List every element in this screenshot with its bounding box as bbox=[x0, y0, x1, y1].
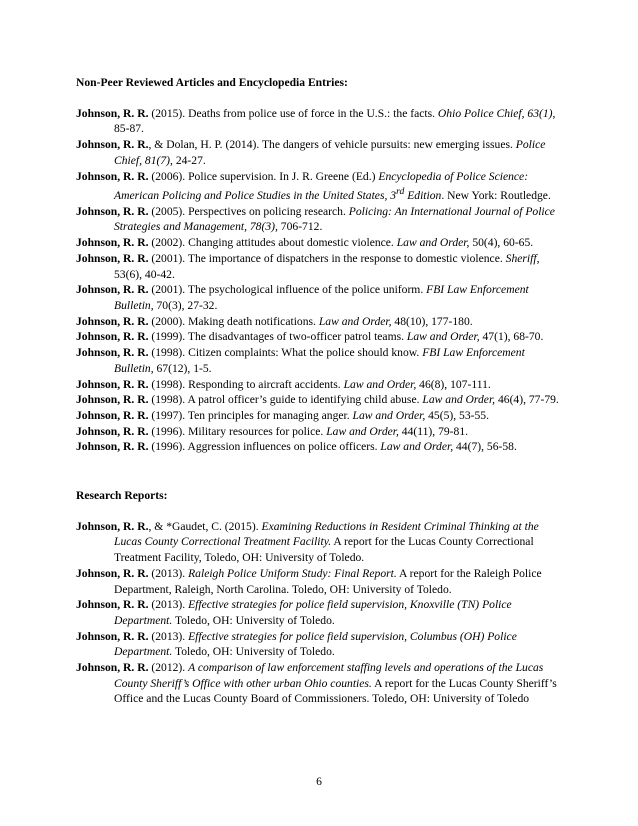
citation-author: Johnson, R. R. bbox=[76, 629, 149, 643]
citation-author: Johnson, R. R. bbox=[76, 169, 149, 183]
section-heading-non-peer-reviewed: Non-Peer Reviewed Articles and Encyclopedia Entries: bbox=[76, 76, 348, 89]
citation-entry bbox=[76, 251, 566, 282]
citation-text: (1998). Responding to aircraft accidents. bbox=[148, 377, 344, 391]
citation-author: Johnson, R. R. bbox=[76, 408, 149, 422]
citation-author: Johnson, R. R. bbox=[76, 661, 149, 675]
citation-text: Toledo, OH: University of Toledo. bbox=[172, 613, 335, 627]
citation-text: 67(12), 1-5. bbox=[153, 361, 212, 375]
citation-italic-text: Sheriff, bbox=[505, 251, 540, 265]
citation-italic-text: Law and Order, bbox=[318, 314, 392, 328]
citation-author: Johnson, R. R. bbox=[76, 204, 149, 218]
citation-italic-text: Law and Order, bbox=[396, 236, 470, 250]
citation-entry bbox=[76, 314, 566, 330]
section-heading-research-reports: Research Reports: bbox=[76, 489, 168, 503]
citation-entry bbox=[76, 106, 566, 137]
citation-text: 47(1), 68-70. bbox=[479, 330, 544, 344]
citation-text: 46(8), 107-111. bbox=[416, 377, 491, 391]
citation-entry bbox=[76, 329, 566, 345]
citation-italic-text: rd bbox=[396, 186, 405, 198]
citation-text: 53(6), 40-42. bbox=[114, 267, 175, 281]
citation-author: Johnson, R. R. bbox=[76, 393, 149, 407]
citation-italic-text: FBI Law Enforcement Bulletin, bbox=[114, 283, 529, 312]
citation-italic-text: Encyclopedia of Police Science: American Policing and Police Studies in the United States, 3 bbox=[114, 169, 529, 203]
citation-italic-text: Police Chief, 81(7) bbox=[114, 138, 546, 167]
citation-entry bbox=[76, 204, 566, 235]
citation-italic-text: Law and Order, bbox=[326, 424, 399, 438]
citation-author: Johnson, R. R. bbox=[76, 251, 149, 265]
citation-text: (2015). Deaths from police use of force in the U.S.: the facts. bbox=[148, 106, 438, 120]
citation-text: (2013). bbox=[148, 598, 189, 612]
citation-text: 46(4), 77-79. bbox=[495, 393, 559, 407]
citation-entry bbox=[76, 424, 566, 440]
citation-text: (1996). Aggression influences on police officers. bbox=[148, 440, 381, 454]
citation-italic-text: Ohio Police Chief, 63(1) bbox=[437, 106, 553, 120]
citation-text: . New York: Routledge. bbox=[441, 189, 551, 203]
document-page bbox=[76, 75, 566, 707]
citation-text: (2000). Making death notifications. bbox=[148, 314, 319, 328]
citation-italic-text: Effective strategies for police field supervision, Knoxville (TN) Police Department. bbox=[114, 598, 512, 627]
citation-text: (2005). Perspectives on policing research. bbox=[148, 204, 349, 218]
citation-italic-text: FBI Law Enforcement Bulletin, bbox=[114, 346, 525, 375]
citation-text: 706-712. bbox=[277, 220, 323, 234]
citation-text: A report for the Lucas County Sheriff’s Office and the Lucas County Board of Commissioners. Toledo, OH: University of Toledo bbox=[114, 676, 557, 706]
citation-entry bbox=[76, 169, 566, 204]
citation-text: 70(3), 27-32. bbox=[153, 299, 218, 312]
citation-author: Johnson, R. R. bbox=[76, 138, 149, 152]
citation-author: Johnson, R. R. bbox=[76, 283, 149, 297]
citation-entry bbox=[76, 519, 566, 566]
citation-italic-text: Examining Reductions in Resident Criminal Thinking at the Lucas County Correctional Treatment Facility. bbox=[114, 519, 539, 549]
citation-entry bbox=[76, 597, 566, 628]
citation-text: (1996). Military resources for police. bbox=[148, 424, 327, 438]
citation-text: 44(11), 79-81. bbox=[398, 424, 469, 438]
citation-entry bbox=[76, 235, 566, 251]
citation-author: Johnson, R. R. bbox=[76, 424, 149, 438]
citation-text: , & *Gaudet, C. (2015). bbox=[148, 519, 262, 533]
citation-entry bbox=[76, 282, 566, 313]
citation-text: (2012). bbox=[148, 661, 189, 675]
citation-text: A report for the Raleigh Police Department, Raleigh, North Carolina. Toledo, OH: University of Toledo. bbox=[114, 566, 542, 596]
citation-text: (1998). Citizen complaints: What the police should know. bbox=[148, 346, 423, 360]
citation-text: (2001). The psychological influence of the police uniform. bbox=[148, 283, 427, 297]
citation-entry bbox=[76, 137, 566, 168]
citation-entry bbox=[76, 439, 566, 455]
citation-entry bbox=[76, 377, 566, 393]
citation-text: (1997). Ten principles for managing anger. bbox=[148, 408, 353, 422]
citation-entry bbox=[76, 660, 566, 707]
citation-entry bbox=[76, 566, 566, 597]
citation-entry bbox=[76, 345, 566, 376]
citation-italic-text: Law and Order, bbox=[343, 377, 417, 391]
citation-text: Toledo, OH: University of Toledo. bbox=[172, 645, 335, 659]
citation-author: Johnson, R. R. bbox=[76, 440, 149, 454]
citation-italic-text: Law and Order, bbox=[380, 440, 454, 454]
citation-author: Johnson, R. R. bbox=[76, 330, 149, 344]
research-reports-entries-list bbox=[76, 519, 566, 707]
citation-author: Johnson, R. R. bbox=[76, 519, 149, 533]
citation-text: , & Dolan, H. P. (2014). The dangers of vehicle pursuits: new emerging issues. bbox=[148, 138, 516, 152]
citation-italic-text: Law and Order, bbox=[352, 408, 426, 422]
citation-text: (1998). A patrol officer’s guide to identifying child abuse. bbox=[148, 393, 423, 407]
citation-entry bbox=[76, 392, 566, 408]
citation-italic-text: A comparison of law enforcement staffing levels and operations of the Lucas County Sheriff’s Office with other urban Ohio counties. bbox=[114, 661, 544, 690]
citation-entry bbox=[76, 629, 566, 660]
citation-text: 44(7), 56-58. bbox=[453, 440, 517, 454]
citation-author: Johnson, R. R. bbox=[76, 566, 149, 580]
citation-author: Johnson, R. R. bbox=[76, 377, 149, 391]
citation-author: Johnson, R. R. bbox=[76, 346, 149, 360]
citation-text: (2001). The importance of dispatchers in the response to domestic violence. bbox=[148, 251, 506, 265]
citation-italic-text: Policing: An International Journal of Police Strategies and Management, 78(3), bbox=[114, 204, 555, 234]
citation-italic-text: Law and Order, bbox=[422, 393, 496, 407]
citation-text: , 24-27. bbox=[170, 153, 206, 167]
citation-italic-text: Edition bbox=[404, 189, 442, 203]
citation-text: 48(10), 177-180. bbox=[391, 314, 473, 328]
citation-text: A report for the Lucas County Correctional Treatment Facility, Toledo, OH: University of Toledo. bbox=[114, 535, 534, 565]
citation-text: , 85-87. bbox=[114, 106, 556, 136]
citation-author: Johnson, R. R. bbox=[76, 106, 149, 120]
citation-author: Johnson, R. R. bbox=[76, 314, 149, 328]
citation-italic-text: Raleigh Police Uniform Study: Final Report. bbox=[188, 566, 397, 580]
citation-text: (2013). bbox=[148, 629, 189, 643]
citation-text: 50(4), 60-65. bbox=[469, 236, 534, 250]
citation-author: Johnson, R. R. bbox=[76, 598, 149, 612]
citation-text: (2002). Changing attitudes about domestic violence. bbox=[148, 236, 397, 250]
citation-text: (2006). Police supervision. In J. R. Greene (Ed.) bbox=[148, 169, 379, 183]
citation-italic-text: Effective strategies for police field supervision, Columbus (OH) Police Department. bbox=[114, 629, 517, 659]
citation-text: (1999). The disadvantages of two-officer patrol teams. bbox=[148, 330, 407, 344]
citation-text: (2013). bbox=[148, 566, 189, 580]
citation-text: 45(5), 53-55. bbox=[425, 408, 489, 422]
page-number: 6 bbox=[316, 775, 322, 788]
citation-italic-text: Law and Order, bbox=[406, 330, 480, 344]
citation-author: Johnson, R. R. bbox=[76, 236, 149, 250]
citation-entry bbox=[76, 408, 566, 424]
non-peer-reviewed-entries-list bbox=[76, 106, 566, 455]
